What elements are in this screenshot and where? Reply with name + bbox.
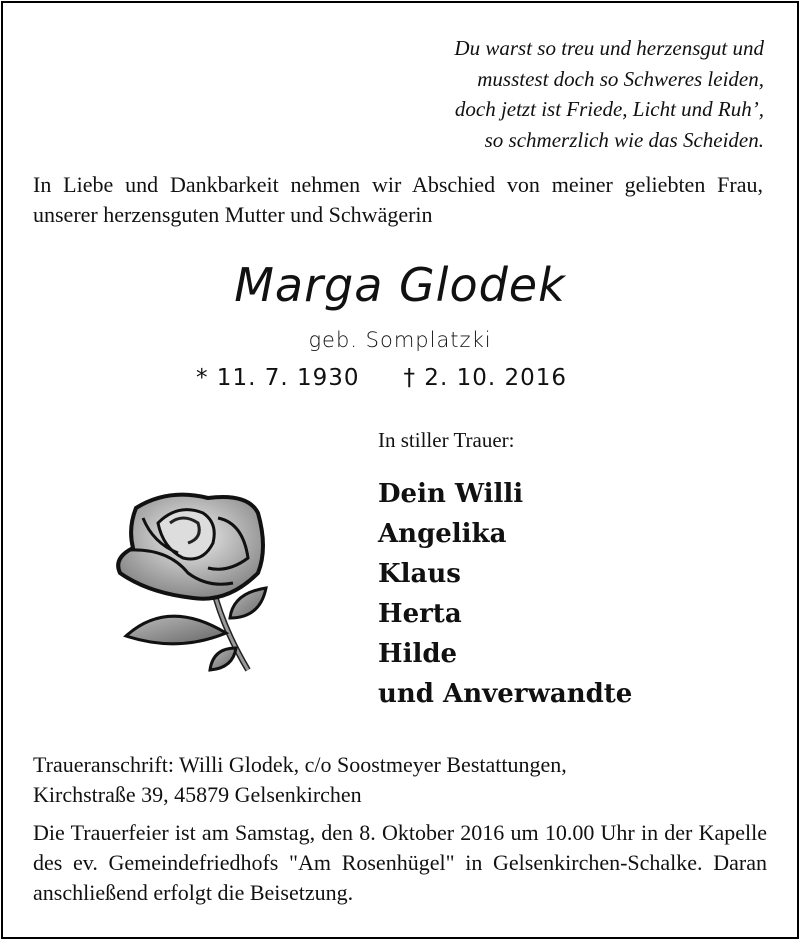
poem-line: doch jetzt ist Friede, Licht und Ruh’, — [454, 97, 764, 121]
poem-line: so schmerzlich wie das Scheiden. — [484, 127, 764, 152]
intro-text: In Liebe und Dankbarkeit nehmen wir Abschied von meiner geliebten Frau, unserer herzensguten Mutter und Schwägerin — [33, 172, 763, 227]
mourner: Herta — [378, 599, 462, 629]
mourning-address — [33, 750, 567, 810]
life-dates — [196, 365, 611, 391]
deceased-name: Marga Glodek — [234, 258, 566, 312]
birth-name: geb. Somplatzki — [308, 328, 492, 352]
death-date: † 2. 10. 2016 — [403, 365, 567, 391]
mourner: Dein Willi — [378, 479, 524, 509]
mourner: und Anverwandte — [378, 679, 633, 709]
mourners-label: In stiller Trauer: — [378, 428, 515, 452]
mourner: Angelika — [378, 519, 507, 549]
mourner: Klaus — [378, 559, 461, 589]
ceremony-info: Die Trauerfeier ist am Samstag, den 8. Oktober 2016 um 10.00 Uhr in der Kapelle des ev. Gemeindefriedhofs "Am Rosenhügel" in Gelsenkirchen-Schalke. Daran anschließend erfolgt die Beisetzung. — [33, 820, 767, 905]
birth-date: * 11. 7. 1930 — [196, 365, 360, 391]
poem-line: Du warst so treu und herzensgut und — [454, 36, 764, 60]
poem — [454, 33, 764, 155]
address-line: Kirchstraße 39, 45879 Gelsenkirchen — [33, 782, 362, 807]
poem-line: musstest doch so Schweres leiden, — [477, 66, 764, 91]
mourner: Hilde — [378, 639, 458, 669]
rose-icon — [108, 478, 278, 678]
mourners-list — [378, 474, 632, 714]
address-line: Traueranschrift: Willi Glodek, c/o Soostmeyer Bestattungen, — [33, 752, 567, 777]
